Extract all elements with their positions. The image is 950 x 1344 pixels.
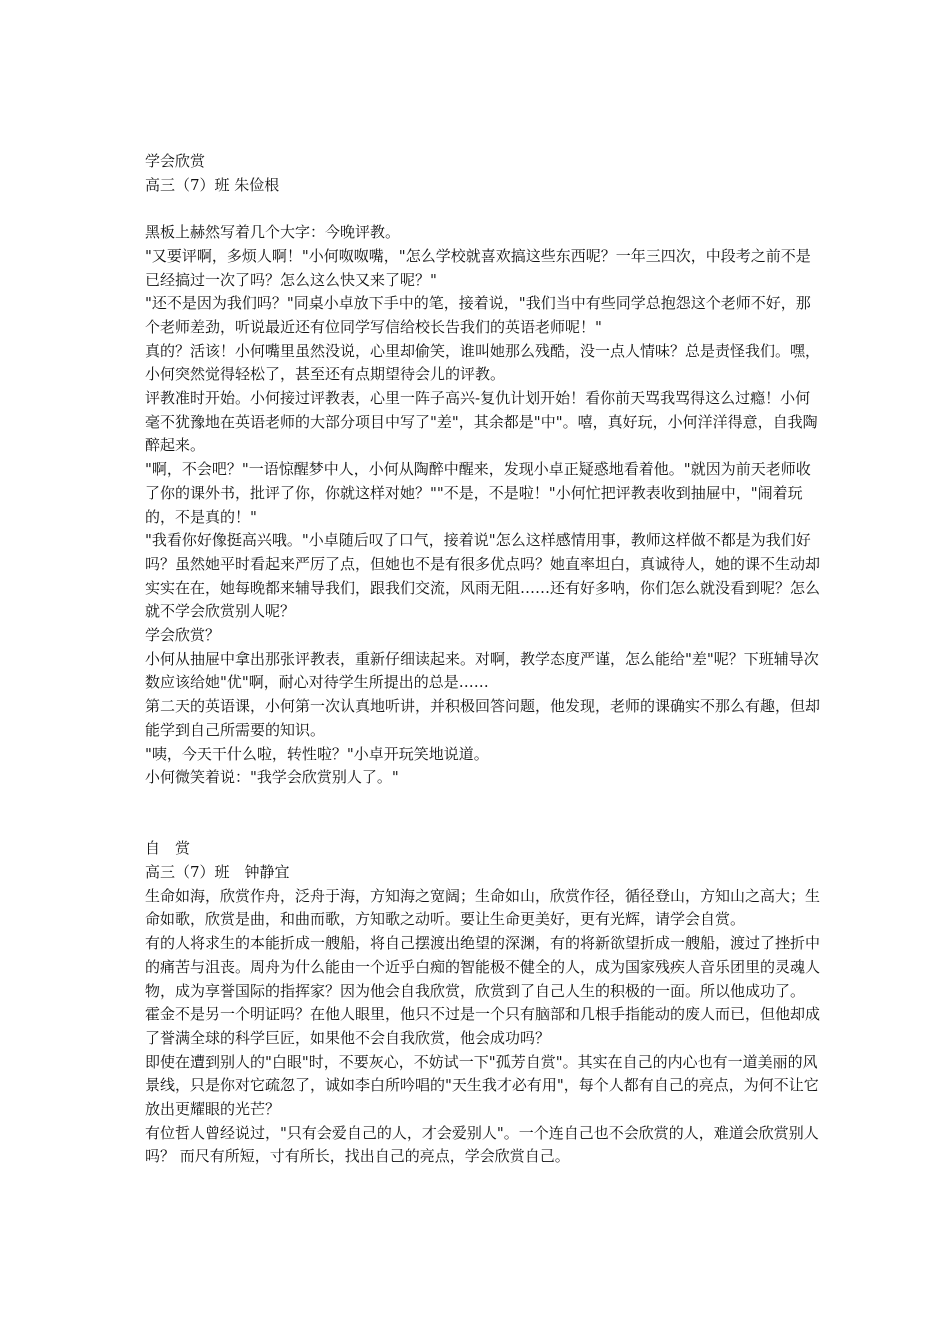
document-body [145,150,825,1169]
paragraph: 学会欣赏？ [145,626,221,645]
paragraph: 有位哲人曾经说过，"只有会爱自己的人，才会爱别人"。一个连自己也不会欣赏的人，难道会欣赏别人吗？ 而尺有所短，寸有所长，找出自己的亮点，学会欣赏自己。 [145,1123,819,1166]
blank-line [145,197,825,221]
paragraph: 生命如海，欣赏作舟，泛舟于海，方知海之宽阔；生命如山，欣赏作径，循径登山，方知山之高大；生命如歌，欣赏是曲，和曲而歌，方知歌之动听。要让生命更美好，更有光辉，请学会自赏。 [145,886,821,929]
paragraph: "咦，今天干什么啦，转性啦？"小卓开玩笑地说道。 [145,744,489,763]
article-byline: 高三（7）班 钟静宜 [145,863,290,882]
blank-line [145,790,825,814]
paragraph: 小何微笑着说："我学会欣赏别人了。" [145,768,399,787]
paragraph: "我看你好像挺高兴哦。"小卓随后叹了口气，接着说"怎么这样感情用事，教师这样做不都是为我们好吗？虽然她平时看起来严厉了点，但她也不是有很多优点吗？她直率坦白，真诚待人，她的课不生动却实实在在，她每晚都来辅导我们，跟我们交流，风雨无阻……还有好多呐，你们怎么就没看到呢？怎么就不学会欣赏别人呢？ [145,531,821,621]
paragraph: 有的人将求生的本能折成一艘船，将自己摆渡出绝望的深渊，有的将新欲望折成一艘船，渡过了挫折中的痛苦与沮丧。周舟为什么能由一个近乎白痴的智能极不健全的人，成为国家残疾人音乐团里的灵魂人物，成为享誉国际的指挥家？因为他会自我欣赏，欣赏到了自己人生的积极的一面。所以他成功了。 [145,934,821,1000]
paragraph: "还不是因为我们吗？"同桌小卓放下手中的笔，接着说，"我们当中有些同学总抱怨这个老师不好，那个老师差劲，听说最近还有位同学写信给校长告我们的英语老师呢！" [145,294,811,336]
blank-line [145,814,825,838]
article-title: 学会欣赏 [145,152,206,170]
paragraph: 黑板上赫然写着几个大字：今晚评教。 [145,223,401,242]
paragraph: 评教准时开始。小何接过评教表，心里一阵子高兴-复仇计划开始！看你前天骂我骂得这么过瘾！小何毫不犹豫地在英语老师的大部分项目中写了"差"，其余都是"中"。嘻，真好玩，小何洋洋得意，自我陶醉起来。 [145,389,818,455]
paragraph: 霍金不是另一个明证吗？在他人眼里，他只不过是一个只有脑部和几根手指能动的废人而已，但他却成了誉满全球的科学巨匠，如果他不会自我欣赏，他会成功吗？ [145,1005,821,1047]
paragraph: "又要评啊，多烦人啊！"小何呶呶嘴，"怎么学校就喜欢搞这些东西呢？一年三四次，中段考之前不是已经搞过一次了吗？怎么这么快又来了呢？" [145,246,811,289]
paragraph: 真的？活该！小何嘴里虽然没说，心里却偷笑，谁叫她那么残酷，没一点人情味？总是责怪我们。嘿，小何突然觉得轻松了，甚至还有点期望待会儿的评教。 [145,341,821,384]
paragraph: 第二天的英语课，小何第一次认真地听讲，并积极回答问题，他发现，老师的课确实不那么有趣，但却能学到自己所需要的知识。 [145,697,821,739]
paragraph: "啊，不会吧？"一语惊醒梦中人，小何从陶醉中醒来，发现小卓正疑惑地看着他。"就因为前天老师收了你的课外书，批评了你，你就这样对她？""不是，不是啦！"小何忙把评教表收到抽屉中，"闹着玩的，不是真的！" [145,460,811,526]
paragraph: 小何从抽屉中拿出那张评教表，重新仔细读起来。对啊，教学态度严谨，怎么能给"差"呢？下班辅导次数应该给她"优"啊，耐心对待学生所提出的总是…… [145,649,819,692]
article-byline: 高三（7）班 朱俭根 [145,175,280,194]
article-title: 自 赏 [145,839,191,858]
paragraph: 即使在遭到别人的"白眼"时，不要灰心，不妨试一下"孤芳自赏"。其实在自己的内心也有一道美丽的风景线，只是你对它疏忽了，诚如李白所吟唱的"天生我才必有用"，每个人都有自己的亮点，为何不让它放出更耀眼的光芒？ [145,1052,819,1119]
